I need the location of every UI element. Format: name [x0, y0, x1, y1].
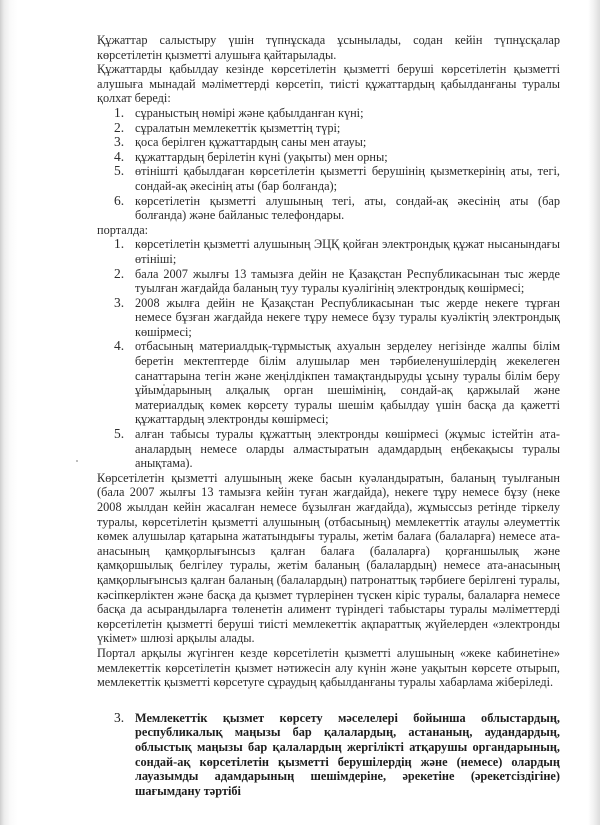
list-number: 6.	[114, 192, 125, 208]
list-item-text: көрсетілетін қызметті алушының тегі, аты, сондай-ақ әкесінің аты (бар болғанда) және байланыс телефондары.	[135, 193, 560, 223]
section-number: 3.	[114, 709, 125, 725]
list-item-text: өтінішті қабылдаған көрсетілетін қызметті берушінің қызметкерінің аты, тегі, сондай-ақ әкесінің аты (бар болғанда);	[135, 164, 560, 193]
list-item-text: отбасының материалдық-тұрмыстық ахуалын зерделеу негізінде жалпы білім беретін мектептерде білім алушылар мен тәрбиеленушілердің жекелеген санаттарына тегін және жеңілдікпен тамақтандыруды ұсыну туралы білім беру ұйымдарының алқалық орган шешімінің, сондай-ақ қаржылай және материалдық көмек көрсету туралы шешім қабылдау үшін басқа да қажетті құжаттардың электронды көшірмесі;	[135, 339, 560, 427]
list-item	[97, 135, 560, 150]
list-item-text: алған табысы туралы құжаттың электронды көшірмесі (жұмыс істейтін ата-аналардың немесе оларды алмастыратын адамдардың еңбекақысы туралы анықтама).	[135, 427, 560, 471]
list-item	[97, 296, 560, 340]
list-number: 4.	[114, 148, 125, 164]
list-item-text: көрсетілетін қызметті алушының ЭЦҚ қойған электрондық құжат нысанындағы өтініші;	[135, 237, 560, 266]
list-item-text: бала 2007 жылғы 13 тамызға дейін не Қазақстан Республикасынан тыс жерде туылған жағдайда баланың туу туралы куәлігінің электрондық көшірмесі;	[135, 266, 560, 296]
list-number: 5.	[114, 163, 125, 179]
list-item	[97, 150, 560, 165]
list-number: 1.	[114, 104, 125, 120]
portal-documents-list	[97, 237, 560, 471]
list-item-text: сұраныстың нөмірі және қабылданған күні;	[135, 105, 364, 120]
list-number: 3.	[114, 134, 125, 150]
intro-paragraph-originals: Құжаттар салыстыру үшін түпнұскада ұсынылады, содан кейін түпнұсқалар көрсетілетін қызметті алушыға қайтарылады.	[97, 33, 560, 62]
list-number: 2.	[114, 119, 125, 135]
scan-speck	[76, 460, 78, 462]
list-item-text: құжаттардың берілетін күні (уақыты) мен орны;	[135, 149, 388, 164]
list-item-text: 2008 жылға дейін не Қазақстан Республикасынан тыс жерде некеге тұрған немесе бұзған жағдайда некеге тұру немесе бұзу туралы куәліктің электрондық көшірмесі;	[135, 295, 560, 339]
section-3-heading	[97, 711, 560, 799]
list-item	[97, 106, 560, 121]
list-item	[97, 427, 560, 471]
list-item	[97, 194, 560, 223]
intro-paragraph-receipt: Құжаттарды қабылдау кезінде көрсетілетін қызметті беруші көрсетілетін қызметті алушыға мынадай мәліметтерді көрсетіп, тиісті құжаттардың қабылданғаны туралы қолхат береді:	[97, 62, 560, 106]
document-body	[97, 33, 560, 798]
list-item	[97, 267, 560, 296]
list-item-text: қоса берілген құжаттардың саны мен атауы;	[135, 135, 367, 150]
list-number: 5.	[114, 426, 125, 442]
section-title: Мемлекеттік қызмет көрсету мәселелері бойынша облыстардың, республикалық маңызы бар қалалардың, астананың, аудандардың, облыстық маңызы бар қалалардың жергілікті атқарушы органдарының, сондай-ақ көрсетілетін қызметті берушілердің және (немесе) олардың лауазымды адамдарының шешімдеріне, әрекетіне (әрекетсіздігіне) шағымдану тәртібі	[135, 710, 560, 798]
list-item	[97, 339, 560, 427]
list-number: 2.	[114, 265, 125, 281]
list-number: 1.	[114, 236, 125, 252]
list-item	[97, 164, 560, 193]
state-systems-paragraph: Көрсетілетін қызметті алушының жеке басын куәландыратын, баланың туылғанын (бала 2007 жылғы 13 тамызға кейін туған жағдайда), некеге тұру немесе бұзу (неке 2008 жылдан кейін жасалған немесе бұзылған жағдайда), жұмыссыз ретінде тіркелу туралы, көрсетілетін қызметті алушының (отбасының) мемлекеттік атаулы әлеуметтік көмек алушылар қатарына жататындығы туралы, жетім балаға (балаларға) немесе ата-анасының қамқорлығынсыз қалған балаға (балаларға) қорғаншылық және қамқоршылық белгілеу туралы, жетім баланың (балалардың) немесе ата-анасының қамқорлығынсыз қалған баланың (балалардың) патронаттық тәрбиеге берілгені туралы, кәсіпкерліктен және басқа да қызмет түрлерінен түскен кіріс туралы, балаларға немесе басқа да асырандыларға төленетін алимент түріндегі табыстары туралы мәліметтерді көрсетілетін қызметті беруші тиісті мемлекеттік ақпараттық жүйелерден «электронды үкімет» шлюзі арқылы алады.	[97, 470, 560, 646]
portal-notification-paragraph: Портал арқылы жүгінген кезде көрсетілетін қызметті алушының «жеке кабинетіне» мемлекеттік көрсетілетін қызмет нәтижесін алу күнін және уақытын көрсете отырып, мемлекеттік қызметті көрсетуге сұраудың қабылданғаны туралы хабарлама жіберіледі.	[97, 645, 560, 690]
list-number: 3.	[114, 294, 125, 310]
receipt-details-list	[97, 106, 560, 223]
portal-label: порталда:	[97, 222, 149, 237]
list-item-text: сұралатын мемлекеттік қызметтің түрі;	[135, 120, 341, 135]
list-item	[97, 121, 560, 136]
list-number: 4.	[114, 338, 125, 354]
list-item	[97, 237, 560, 266]
